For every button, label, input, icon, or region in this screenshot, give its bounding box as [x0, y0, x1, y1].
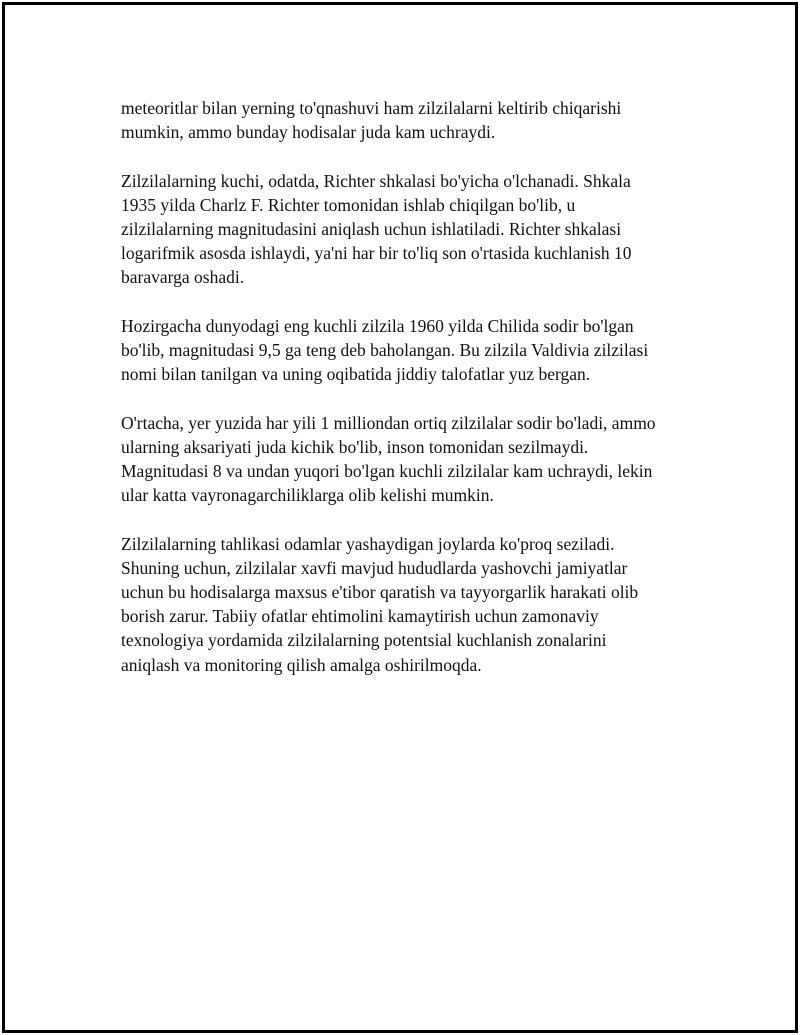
text-line: Magnitudasi 8 va undan yuqori bo'lgan kuchli zilzilalar kam uchraydi, lekin	[121, 461, 653, 481]
paragraph-4	[121, 411, 721, 508]
text-line: Zilzilalarning tahlikasi odamlar yashaydigan joylarda ko'proq seziladi.	[121, 533, 615, 554]
text-line: mumkin, ammo bunday hodisalar juda kam uchraydi.	[121, 122, 496, 143]
text-line: uchun bu hodisalarga maxsus e'tibor qaratish va tayyorgarlik harakati olib	[121, 582, 639, 602]
text-line: Zilzilalarning kuchi, odatda, Richter shkalasi bo'yicha o'lchanadi. Shkala	[121, 170, 631, 191]
text-line: nomi bilan tanilgan va uning oqibatida jiddiy talofatlar yuz bergan.	[121, 364, 591, 385]
text-line: 1935 yilda Charlz F. Richter tomonidan ishlab chiqilgan bo'lib, u	[121, 194, 576, 215]
text-line: meteoritlar bilan yerning to'qnashuvi ham zilzilalarni keltirib chiqarishi	[121, 98, 622, 118]
text-line: ular katta vayronagarchiliklarga olib kelishi mumkin.	[121, 485, 494, 506]
text-line: bo'lib, magnitudasi 9,5 ga teng deb baholangan. Bu zilzila Valdivia zilzilasi	[121, 340, 649, 360]
text-line: O'rtacha, yer yuzida har yili 1 milliondan ortiq zilzilalar sodir bo'ladi, ammo	[121, 412, 656, 433]
text-line: Shuning uchun, zilzilalar xavfi mavjud hududlarda yashovchi jamiyatlar	[121, 557, 628, 578]
text-line: texnologiya yordamida zilzilalarning potentsial kuchlanish zonalarini	[121, 630, 607, 651]
text-line: ularning aksariyati juda kichik bo'lib, inson tomonidan sezilmaydi.	[121, 436, 589, 457]
paragraph-2	[121, 169, 721, 290]
document-body	[121, 96, 721, 701]
paragraph-5	[121, 532, 721, 677]
text-line: zilzilalarning magnitudasini aniqlash uchun ishlatiladi. Richter shkalasi	[121, 219, 622, 239]
paragraph-3	[121, 314, 721, 387]
text-line: aniqlash va monitoring qilish amalga oshirilmoqda.	[121, 654, 482, 675]
text-line: Hozirgacha dunyodagi eng kuchli zilzila 1960 yilda Chilida sodir bo'lgan	[121, 315, 634, 336]
paragraph-1	[121, 96, 721, 144]
text-line: borish zarur. Tabiiy ofatlar ehtimolini kamaytirish uchun zamonaviy	[121, 606, 599, 627]
text-line: baravarga oshadi.	[121, 267, 245, 288]
page-frame	[2, 2, 798, 1033]
text-line: logarifmik asosda ishlaydi, ya'ni har bir to'liq son o'rtasida kuchlanish 10	[121, 243, 632, 264]
